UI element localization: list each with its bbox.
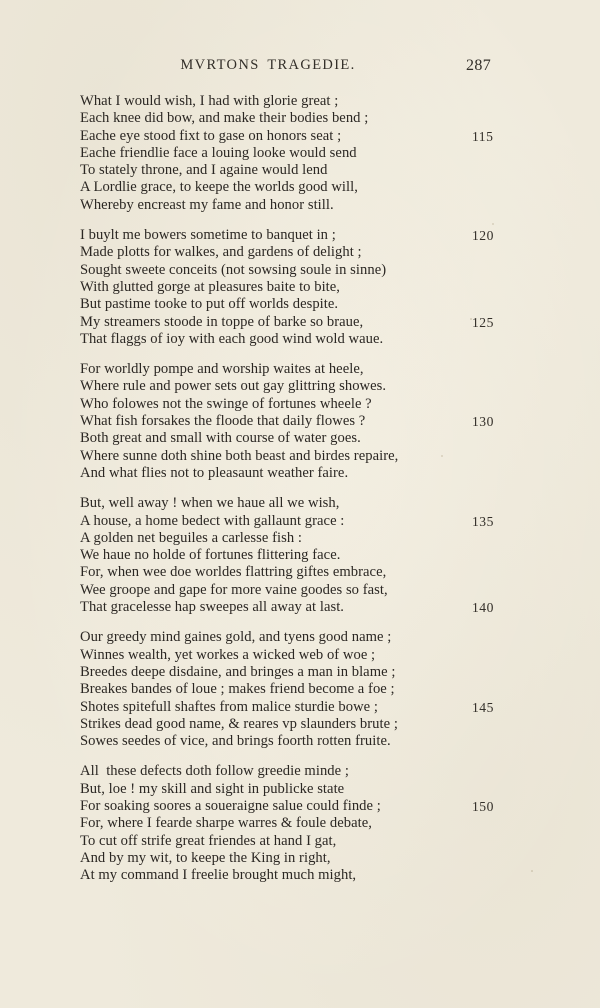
verse-line [80, 733, 520, 750]
verse-line-text: My streamers stoode in toppe of barke so braue, [80, 313, 364, 330]
verse-line-text: Each knee did bow, and make their bodies bend ; [80, 110, 369, 127]
page-folio-number: 287 [466, 57, 492, 74]
verse-line-text: And by my wit, to keepe the King in right, [80, 849, 331, 866]
verse-line-text: Eache eye stood fixt to gase on honors seat ; [80, 127, 342, 144]
verse-line-text: Breakes bandes of loue ; makes friend become a foe ; [80, 681, 395, 698]
verse-line [80, 145, 520, 162]
verse-line [80, 396, 520, 413]
verse-line-text: I buylt me bowers sometime to banquet in ; [80, 227, 336, 244]
verse-line [80, 763, 520, 780]
verse-line-number: 120 [472, 228, 494, 244]
verse-line-text: A golden net beguiles a carlesse fish : [80, 529, 303, 546]
verse-line-text: To cut off strife great friendes at hand I gat, [80, 832, 337, 849]
verse-line [80, 331, 520, 348]
verse-line-number: 140 [472, 600, 494, 616]
verse-line-number: 145 [472, 699, 494, 715]
verse-line [80, 547, 520, 564]
stanza [80, 361, 520, 482]
verse-line [80, 179, 520, 196]
verse-line [80, 699, 520, 716]
verse-line [80, 798, 520, 815]
verse-line-text: That gracelesse hap sweepes all away at last. [80, 599, 345, 616]
verse-line [80, 448, 520, 465]
verse-line-text: That flaggs of ioy with each good wind wold waue. [80, 330, 384, 347]
verse-line-number: 150 [472, 798, 494, 814]
verse-line-text: For, where I fearde sharpe warres & foule debate, [80, 815, 372, 832]
verse-line-text: For worldly pompe and worship waites at heele, [80, 361, 364, 378]
running-head-title: MVRTONS TRAGEDIE. [180, 57, 356, 73]
verse-line [80, 681, 520, 698]
verse-line-text: Where sunne doth shine both beast and birdes repaire, [80, 447, 399, 464]
verse-line [80, 430, 520, 447]
verse-line [80, 296, 520, 313]
verse-line [80, 850, 520, 867]
verse-line-text: And what flies not to pleasaunt weather faire. [80, 464, 349, 481]
verse-line-text: Sought sweete conceits (not sowsing soule in sinne) [80, 261, 387, 278]
verse-line [80, 513, 520, 530]
verse-line [80, 413, 520, 430]
verse-line-text: Breedes deepe disdaine, and bringes a man in blame ; [80, 663, 396, 680]
stanza [80, 495, 520, 616]
verse-line [80, 262, 520, 279]
verse-line-text: Eache friendlie face a louing looke would send [80, 144, 357, 161]
verse-line-text: Made plotts for walkes, and gardens of delight ; [80, 244, 362, 261]
verse-line-text: With glutted gorge at pleasures baite to bite, [80, 278, 341, 295]
verse-line-text: Wee groope and gape for more vaine goodes so fast, [80, 581, 388, 598]
stanza [80, 93, 520, 214]
verse-line [80, 716, 520, 733]
verse-line [80, 599, 520, 616]
verse-line-number: 125 [472, 314, 494, 330]
verse-line-text: Who folowes not the swinge of fortunes wheele ? [80, 395, 372, 412]
verse-line-text: But pastime tooke to put off worlds despite. [80, 296, 339, 313]
verse-line [80, 582, 520, 599]
stanza [80, 227, 520, 348]
verse-line-text: Sowes seedes of vice, and brings foorth rotten fruite. [80, 733, 391, 750]
verse-line-text: All these defects doth follow greedie minde ; [80, 763, 349, 780]
verse-line-text: Winnes wealth, yet workes a wicked web of woe ; [80, 646, 376, 663]
verse-line [80, 197, 520, 214]
verse-line [80, 162, 520, 179]
verse-line-text: For, when wee doe worldes flattring giftes embrace, [80, 564, 387, 581]
verse-line-number: 130 [472, 414, 494, 430]
verse-line-text: To stately throne, and I againe would lend [80, 162, 328, 179]
verse-line [80, 867, 520, 884]
verse-line-text: Both great and small with course of water goes. [80, 430, 361, 447]
verse-line [80, 361, 520, 378]
stanza [80, 763, 520, 884]
verse-line [80, 244, 520, 261]
verse-line-number: 135 [472, 513, 494, 529]
verse-line-text: Where rule and power sets out gay glittring showes. [80, 378, 387, 395]
verse-line-text: But, loe ! my skill and sight in publicke state [80, 780, 345, 797]
verse-line [80, 378, 520, 395]
poem-body [80, 93, 520, 897]
verse-line-text: For soaking soores a soueraigne salue could finde ; [80, 797, 381, 814]
verse-line [80, 314, 520, 331]
verse-line-text: Whereby encreast my fame and honor still. [80, 196, 334, 213]
verse-line [80, 833, 520, 850]
verse-line-text: What I would wish, I had with glorie great ; [80, 93, 339, 109]
verse-line-text: Strikes dead good name, & reares vp slaunders brute ; [80, 715, 398, 732]
verse-line [80, 815, 520, 832]
verse-line [80, 564, 520, 581]
verse-line [80, 227, 520, 244]
verse-line [80, 93, 520, 110]
verse-line-text: Our greedy mind gaines gold, and tyens good name ; [80, 629, 392, 646]
verse-line-text: A Lordlie grace, to keepe the worlds good will, [80, 179, 358, 196]
verse-line [80, 128, 520, 145]
running-head [0, 57, 600, 79]
verse-line-text: At my command I freelie brought much might, [80, 867, 357, 884]
verse-line-text: A house, a home bedect with gallaunt grace : [80, 512, 345, 529]
verse-line-text: Shotes spitefull shaftes from malice sturdie bowe ; [80, 698, 379, 715]
verse-line [80, 465, 520, 482]
verse-line [80, 781, 520, 798]
verse-line [80, 279, 520, 296]
verse-line [80, 647, 520, 664]
verse-line [80, 629, 520, 646]
verse-line [80, 530, 520, 547]
stanza [80, 629, 520, 750]
verse-line [80, 110, 520, 127]
verse-line [80, 495, 520, 512]
verse-line-text: But, well away ! when we haue all we wish, [80, 495, 340, 512]
verse-line [80, 664, 520, 681]
verse-line-text: What fish forsakes the floode that daily flowes ? [80, 413, 366, 430]
verse-line-text: We haue no holde of fortunes flittering face. [80, 547, 341, 564]
verse-line-number: 115 [472, 128, 494, 144]
